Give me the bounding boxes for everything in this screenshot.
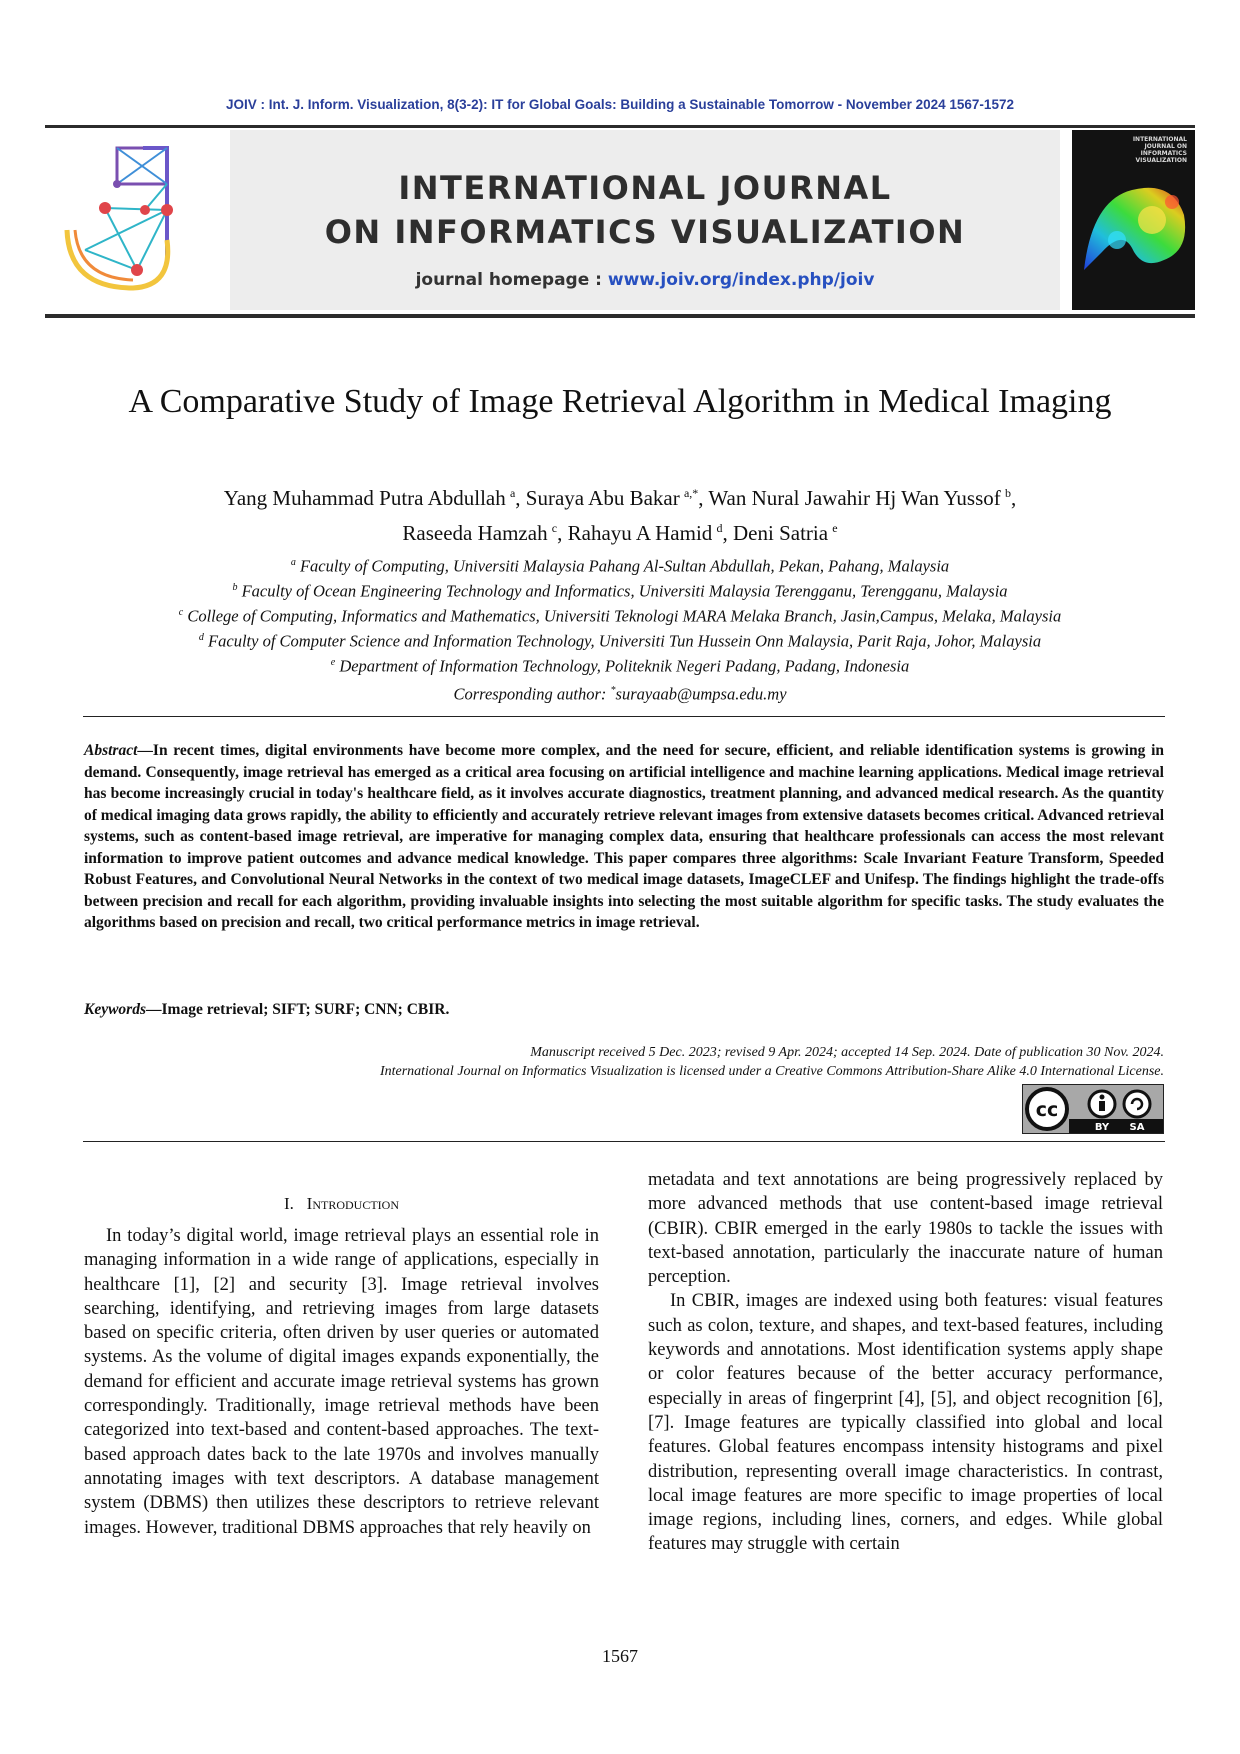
publication-info bbox=[164, 1044, 1164, 1081]
keywords bbox=[84, 1001, 1164, 1019]
affiliation bbox=[80, 627, 1160, 652]
abstract-text: —In recent times, digital environments have become more complex, and the need for secure, efficient, and reliable identification systems is growing in demand. Consequently, image retrieval has emerged as a critical area focusing on artificial intelligence and machine learning applications. Medical image retrieval has become increasingly crucial in today's healthcare field, as it involves accurate diagnostics, treatment planning, and advanced medical research. As the quantity of medical imaging data grows rapidly, the ability to efficiently and accurately retrieve relevant images from extensive datasets becomes critical. Advanced retrieval systems, such as content-based image retrieval, are imperative for managing complex data, ensuring that healthcare professionals can access the most relevant information to improve patient outcomes and advance medical knowledge. This paper compares three algorithms: Scale Invariant Feature Transform, Speeded Robust Features, and Convolutional Neural Networks in the context of two medical image datasets, ImageCLEF and Unifesp. The findings highlight the trade-offs between precision and recall for each algorithm, providing invaluable insights into selecting the most suitable algorithm for specific tasks. The study evaluates the algorithms based on precision and recall, two critical performance metrics in image retrieval. bbox=[84, 742, 1164, 931]
affiliation-mark: b bbox=[232, 582, 238, 593]
affiliation-list bbox=[80, 552, 1160, 705]
journal-cover bbox=[1072, 130, 1195, 310]
author: Rahayu A Hamid bbox=[567, 521, 713, 545]
paragraph: In today’s digital world, image retrieval plays an essential role in managing information in a wide range of applications, especially in healthcare [1], [2] and security [3]. Image retrieval involves searching, identifying, and retrieving images from large datasets based on specific criteria, often driven by user queries or automated systems. As the volume of digital images expands exponentially, the demand for efficient and accurate image retrieval systems has grown correspondingly. Traditionally, image retrieval methods have been categorized into text-based and content-based approaches. The text-based approach dates back to the late 1970s and involves manually annotating images with text descriptors. A database management system (DBMS) then utilizes these descriptors to retrieve relevant images. However, traditional DBMS approaches that rely heavily on bbox=[84, 1226, 599, 1538]
cover-title-line1: INTERNATIONAL bbox=[1132, 136, 1187, 143]
right-column bbox=[648, 1168, 1163, 1557]
cc-symbol-text: cc bbox=[1035, 1099, 1059, 1121]
paragraph: In CBIR, images are indexed using both features: visual features such as colon, texture, and shapes, and text-based features, including keywords and annotations. Most identification systems apply shape or color features because of the better accuracy performance, especially in areas of fingerprint [4], [5], and object recognition [6], [7]. Image features are typically classified into global and local features. Global features encompass intensity histograms and pixel distribution, representing overall image characteristics. In contrast, local image features are more specific to image properties of local image regions, including lines, corners, and edges. While global features may struggle with certain bbox=[648, 1291, 1163, 1555]
corresponding-label: Corresponding author: bbox=[453, 684, 611, 704]
author-separator: , bbox=[698, 486, 709, 510]
affiliation-text: Faculty of Computer Science and Information Technology, Universiti Tun Hussein Onn Malaysia, Parit Raja, Johor, Malaysia bbox=[208, 631, 1042, 651]
manuscript-dates: Manuscript received 5 Dec. 2023; revised 9 Apr. 2024; accepted 14 Sep. 2024. Date of publication 30 Nov. 2024. bbox=[530, 1045, 1164, 1060]
section-number: I. bbox=[284, 1194, 294, 1213]
banner-bottom-rule bbox=[45, 314, 1195, 318]
journal-title bbox=[230, 166, 1060, 254]
section-title: Introduction bbox=[306, 1194, 399, 1213]
author-affiliation-mark: a bbox=[509, 486, 516, 500]
abstract-top-rule bbox=[83, 716, 1165, 717]
keywords-text: —Image retrieval; SIFT; SURF; CNN; CBIR. bbox=[146, 1001, 450, 1018]
affiliation bbox=[80, 652, 1160, 677]
affiliation-text: Faculty of Computing, Universiti Malaysia Pahang Al-Sultan Abdullah, Pekan, Pahang, Malaysia bbox=[299, 556, 950, 576]
corresponding-email[interactable]: surayaab@umpsa.edu.my bbox=[615, 684, 787, 704]
author: Suraya Abu Bakar bbox=[525, 486, 680, 510]
cc-by-sa-icon bbox=[1023, 1085, 1163, 1133]
section-heading bbox=[84, 1194, 599, 1214]
author-separator: , bbox=[515, 486, 526, 510]
journal-title-line1: INTERNATIONAL JOURNAL bbox=[398, 169, 892, 207]
author-affiliation-mark: e bbox=[832, 521, 838, 535]
author: Deni Satria bbox=[733, 521, 829, 545]
affiliation-text: Department of Information Technology, Politeknik Negeri Padang, Padang, Indonesia bbox=[339, 656, 910, 676]
body-top-rule bbox=[83, 1141, 1165, 1142]
banner-top-rule bbox=[45, 125, 1195, 128]
page-number: 1567 bbox=[602, 1646, 638, 1666]
journal-homepage bbox=[230, 270, 1060, 290]
running-head: JOIV : Int. J. Inform. Visualization, 8(3-2): IT for Global Goals: Building a Sustainable Tomorrow - November 2024 1567-1572 bbox=[226, 97, 1014, 112]
abstract bbox=[84, 740, 1164, 934]
keywords-label: Keywords bbox=[84, 1001, 146, 1018]
cc-by-text: BY bbox=[1094, 1122, 1110, 1133]
license-statement[interactable]: International Journal on Informatics Visualization is licensed under a Creative Commons Attribution-Share Alike 4.0 International License. bbox=[379, 1063, 1164, 1079]
abstract-label: Abstract bbox=[84, 742, 138, 759]
author-separator: , bbox=[722, 521, 733, 545]
cover-title-line4: VISUALIZATION bbox=[1135, 157, 1187, 164]
author-affiliation-mark: b bbox=[1004, 486, 1011, 500]
affiliation-mark: c bbox=[178, 607, 184, 618]
cover-title-line2: JOURNAL ON bbox=[1144, 143, 1187, 150]
corresponding-author bbox=[80, 680, 1160, 705]
author: Yang Muhammad Putra Abdullah bbox=[223, 486, 506, 510]
affiliation-mark: e bbox=[330, 657, 336, 668]
author-affiliation-mark: d bbox=[716, 521, 723, 535]
homepage-label: journal homepage : bbox=[415, 270, 608, 290]
affiliation-mark: d bbox=[198, 632, 204, 643]
author: Raseeda Hamzah bbox=[402, 521, 548, 545]
affiliation bbox=[80, 602, 1160, 627]
affiliation bbox=[80, 577, 1160, 602]
paper-title: A Comparative Study of Image Retrieval Algorithm in Medical Imaging bbox=[128, 383, 1112, 420]
affiliation-mark: a bbox=[290, 557, 296, 568]
affiliation-text: Faculty of Ocean Engineering Technology and Informatics, Universiti Malaysia Terengganu, Terengganu, Malaysia bbox=[241, 581, 1008, 601]
author-separator: , bbox=[557, 521, 568, 545]
author-separator: , bbox=[1010, 486, 1017, 510]
journal-title-line2: ON INFORMATICS VISUALIZATION bbox=[324, 213, 966, 251]
cover-title bbox=[1097, 136, 1187, 164]
cc-license-badge[interactable] bbox=[1022, 1084, 1164, 1134]
joiv-logo-icon bbox=[45, 130, 225, 310]
left-column bbox=[84, 1166, 599, 1540]
homepage-link[interactable]: www.joiv.org/index.php/joiv bbox=[607, 270, 875, 290]
affiliation bbox=[80, 552, 1160, 577]
cover-title-line3: INFORMATICS bbox=[1140, 150, 1187, 157]
author-list bbox=[100, 478, 1140, 548]
corresponding-mark: * bbox=[610, 685, 616, 696]
affiliation-text: College of Computing, Informatics and Mathematics, Universiti Teknologi MARA Melaka Branch, Jasin,Campus, Melaka, Malaysia bbox=[187, 606, 1062, 626]
paragraph: metadata and text annotations are being progressively replaced by more advanced methods that use content-based image retrieval (CBIR). CBIR emerged in the early 1980s to tackle the issues with text-based annotation, particularly the inaccurate nature of human perception. bbox=[648, 1170, 1163, 1288]
cc-sa-text: SA bbox=[1129, 1122, 1145, 1133]
journal-logo bbox=[45, 130, 225, 310]
author: Wan Nural Jawahir Hj Wan Yussof bbox=[708, 486, 1001, 510]
author-affiliation-mark: c bbox=[551, 521, 558, 535]
author-affiliation-mark: a,* bbox=[683, 486, 699, 500]
journal-banner bbox=[230, 130, 1060, 310]
